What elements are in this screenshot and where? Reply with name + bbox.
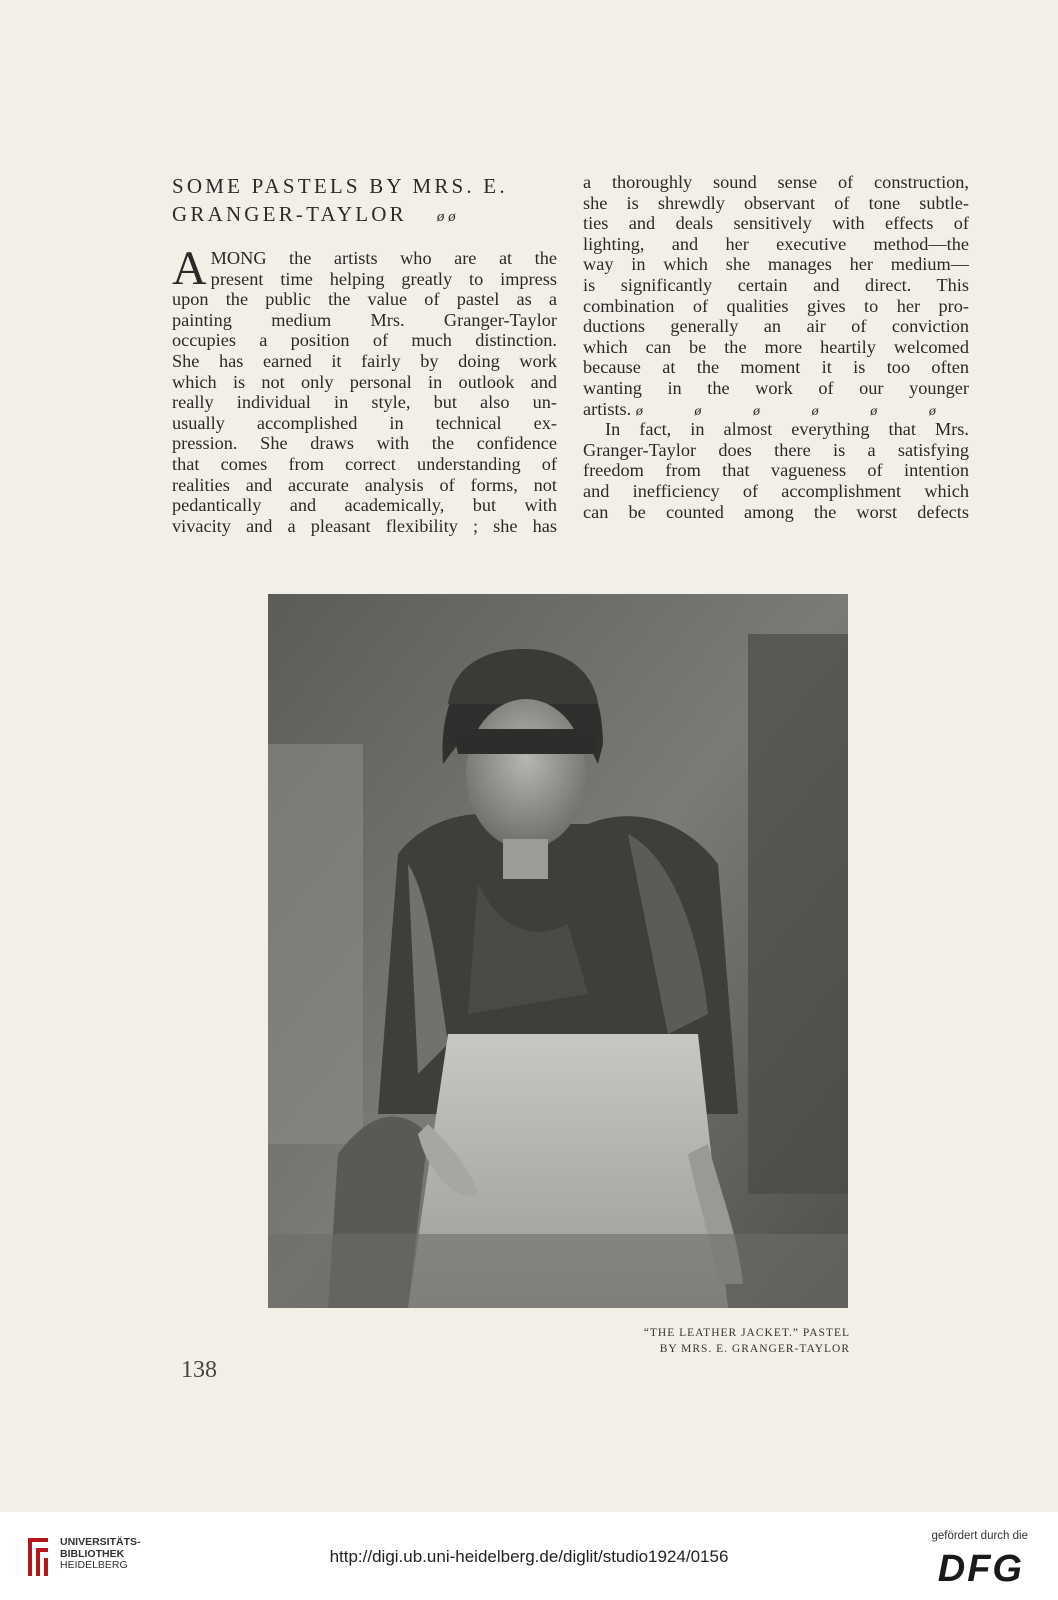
text-line: wanting in the work of our younger — [583, 377, 969, 398]
page-number: 138 — [181, 1357, 217, 1383]
text-line: painting medium Mrs. Granger-Taylor — [172, 309, 557, 330]
text-line: She has earned it fairly by doing work — [172, 350, 557, 371]
library-line-1: UNIVERSITÄTS- — [60, 1536, 141, 1548]
paragraph-1 — [172, 242, 557, 536]
text-line: In fact, in almost everything that Mrs. — [605, 419, 969, 440]
text-line: she is shrewdly observant of tone subtle- — [583, 192, 969, 213]
drop-cap: A — [172, 242, 207, 295]
portrait-image — [268, 594, 848, 1308]
dfg-logo[interactable]: DFG — [937, 1548, 1024, 1590]
text-line: pedantically and academically, but with — [172, 495, 557, 516]
line-ornaments: ø ø ø ø ø ø — [635, 403, 936, 419]
title-line-2: GRANGER-TAYLOR — [172, 202, 407, 226]
right-column — [583, 172, 969, 522]
text-line: upon the public the value of pastel as a — [172, 289, 557, 310]
text-line: which is not only personal in outlook and — [172, 371, 557, 392]
text-line: combination of qualities gives to her pro- — [583, 295, 969, 316]
text-line: is significantly certain and direct. This — [583, 274, 969, 295]
title-line-1: SOME PASTELS BY MRS. E. — [172, 174, 508, 198]
text-line: freedom from that vagueness of intention — [583, 460, 969, 481]
funded-by-label: gefördert durch die — [931, 1530, 1028, 1542]
library-line-3: HEIDELBERG — [60, 1559, 128, 1571]
caption-line-2: BY MRS. E. GRANGER-TAYLOR — [659, 1343, 850, 1355]
text-line: realities and accurate analysis of forms, not — [172, 474, 557, 495]
text-line: Granger-Taylor does there is a satisfying — [583, 439, 969, 460]
text-line: can be counted among the worst defects — [583, 501, 969, 522]
text-line: a thoroughly sound sense of construction, — [583, 172, 969, 192]
library-line-2: BIBLIOTHEK — [60, 1547, 125, 1560]
text-line: MONG the artists who are at the — [210, 248, 557, 268]
text-line: lighting, and her executive method—the — [583, 233, 969, 254]
artists-word: artists. — [583, 398, 632, 419]
text-line: pression. She draws with the confidence — [172, 433, 557, 454]
text-line: which can be the more heartily welcomed — [583, 336, 969, 357]
article-title — [172, 172, 557, 231]
text-line: because at the moment it is too often — [583, 357, 969, 378]
text-line: ductions generally an air of conviction — [583, 316, 969, 337]
text-line — [583, 399, 969, 420]
title-ornament: ø ø — [436, 209, 456, 225]
text-line: way in which she manages her medium— — [583, 254, 969, 275]
text-line: occupies a position of much distinction. — [172, 330, 557, 351]
text-line: really individual in style, but also un- — [172, 392, 557, 413]
text-line: present time helping greatly to impress — [210, 268, 557, 289]
text-line: ties and deals sensitively with effects of — [583, 213, 969, 234]
caption-line-1: “THE LEATHER JACKET.” PASTEL — [643, 1327, 850, 1339]
text-line: usually accomplished in technical ex- — [172, 412, 557, 433]
permalink-url[interactable]: http://digi.ub.uni-heidelberg.de/diglit/studio1924/0156 — [329, 1547, 729, 1566]
text-line: that comes from correct understanding of — [172, 453, 557, 474]
viewer-footer — [0, 1512, 1058, 1600]
left-column — [172, 172, 557, 536]
text-line: vivacity and a pleasant flexibility ; she has — [172, 515, 557, 536]
pastel-illustration — [268, 594, 848, 1308]
figure-caption — [560, 1325, 850, 1357]
text-line: and inefficiency of accomplishment which — [583, 480, 969, 501]
